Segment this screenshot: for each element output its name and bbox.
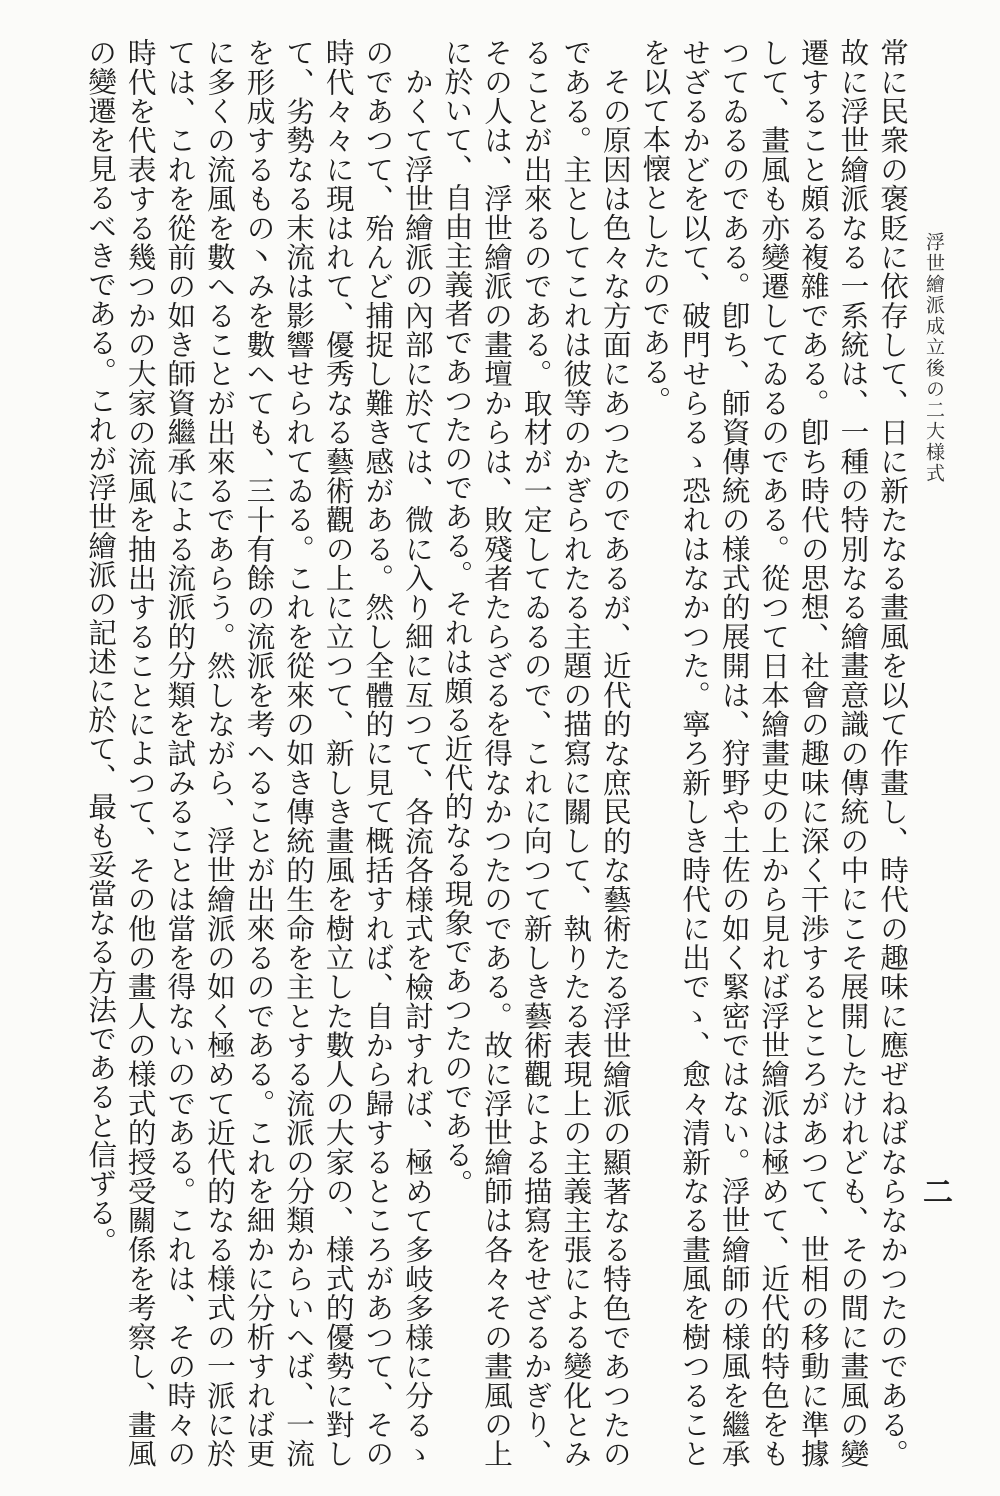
running-title: 浮世繪派成立後の二大様式 — [923, 232, 945, 484]
page-number: 二 — [917, 1176, 952, 1206]
paragraph: その原因は色々な方面にあつたのであるが、近代的な庶民的な藝術たる浮世繪派の顯著なる特色であつたのである。主としてこれは彼等のかぎられたる主題の描寫に關して、執りたる表現上の主義主張による變化とみることが出來るのである。取材が一定してゐるので、これに向つて新しき藝術觀による描寫をせざるかぎり、その人は、浮世繪派の畫壇からは、敗殘者たらざるを得なかつたのである。故に浮世繪師は各々その畫風の上に於いて、自由主義者であつたのである。それは頗る近代的なる現象であつたのである。 — [440, 38, 633, 1468]
body-text — [81, 38, 912, 1468]
paragraph: かくて浮世繪派の內部に於ては、微に入り細に亙つて、各流各様式を檢討すれば、極めて多岐多様に分るゝのであつて、殆んど捕捉し難き感がある。然し全體的に見て概括すれば、自から歸するところがあつて、その時代々々に現はれて、優秀なる藝術觀の上に立つて、新しき畫風を樹立した數人の大家の、様式的優勢に對して、劣勢なる末流は影響せられてゐる。これを從來の如き傳統的生命を主とする流派の分類からいへば、一流を形成するもの丶みを數へても、三十有餘の流派を考へることが出來るのである。これを細かに分析すれば更に多くの流風を數へることが出來るであらう。然しながら、浮世繪派の如く極めて近代的なる様式の一派に於ては、これを從前の如き師資繼承による流派的分類を試みることは當を得ないのである。これは、その時々の時代を代表する幾つかの大家の流風を抽出することによつて、その他の畫人の様式的授受關係を考察し、畫風の變遷を見るべきである。これが浮世繪派の記述に於て、最も妥當なる方法であると信ずる。 — [84, 38, 435, 1468]
paragraph: 常に民衆の褒貶に依存して、日に新たなる畫風を以て作畫し、時代の趣味に應ぜねばならなかつたのである。故に浮世繪派なる一系統は、一種の特別なる繪畫意識の傳統の中にこそ展開したけれども、その間に畫風の變遷すること頗る複雜である。卽ち時代の思想、社會の趣味に深く干渉するところがあつて、世相の移動に準據して、畫風も亦變遷してゐるのである。從つて日本繪畫史の上から見れば浮世繪派は極めて、近代的特色をもつてゐるのである。卽ち、師資傳統の様式的展開は、狩野や土佐の如く緊密ではない。浮世繪師の様風を繼承せざるかどを以て、破門せらるゝ恐れはなかつた。寧ろ新しき時代に出でゝ、愈々清新なる畫風を樹つることを以て本懐としたのである。 — [638, 38, 910, 1468]
